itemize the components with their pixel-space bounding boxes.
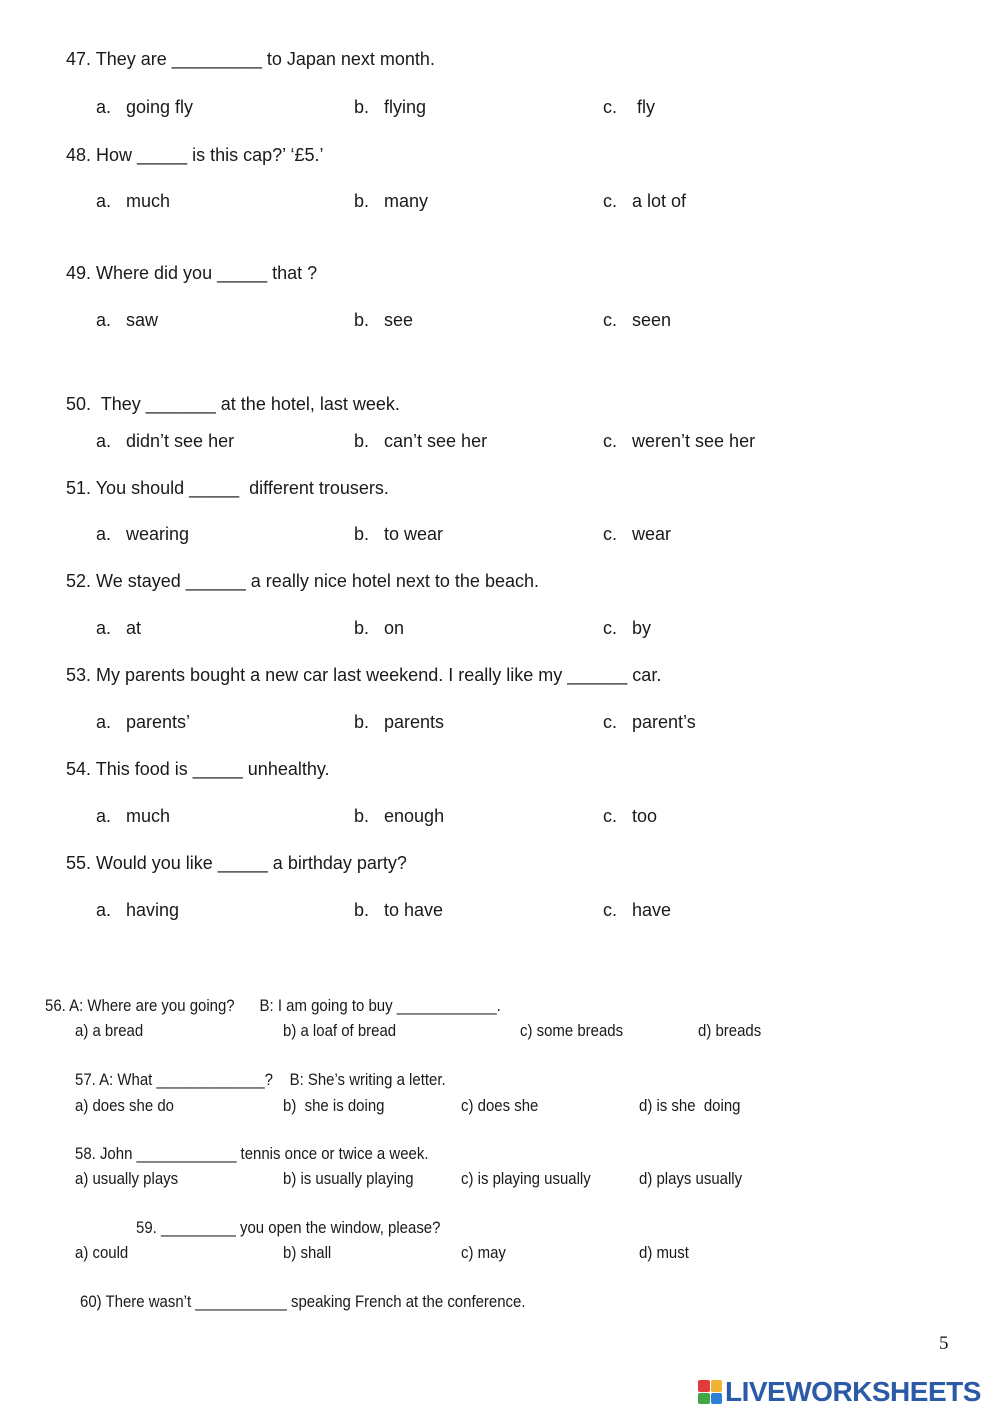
question-prompt: 57. A: What _____________? B: She’s writing a letter. (75, 1070, 446, 1089)
option-c: c) does she (461, 1096, 539, 1115)
option-a: a) a bread (75, 1021, 144, 1040)
logo-text: LIVEWORKSHEETS (725, 1376, 981, 1407)
option-c: c. seen (603, 310, 672, 330)
logo-square-green (698, 1393, 710, 1405)
option-c: c. wear (603, 524, 672, 544)
option-b: b. see (354, 310, 414, 330)
option-b: b) she is doing (283, 1096, 385, 1115)
logo-square-blue (711, 1393, 723, 1405)
option-a: a. saw (96, 310, 159, 330)
option-a: a. parents’ (96, 712, 191, 732)
option-a: a) could (75, 1243, 129, 1262)
option-b: b. enough (354, 806, 445, 826)
question-prompt: 49. Where did you _____ that ? (66, 263, 318, 283)
option-c: c) is playing usually (461, 1169, 591, 1188)
question-prompt: 59. _________ you open the window, please? (136, 1218, 441, 1237)
liveworksheets-logo (698, 1378, 981, 1406)
option-c: c. a lot of (603, 191, 687, 211)
option-b: b. to have (354, 900, 444, 920)
logo-grid-icon (698, 1380, 722, 1404)
option-c: c. have (603, 900, 672, 920)
option-a: a. didn’t see her (96, 431, 235, 451)
question-prompt: 48. How _____ is this cap?’ ‘£5.’ (66, 145, 324, 165)
option-c: c) some breads (520, 1021, 624, 1040)
question-prompt: 47. They are _________ to Japan next month. (66, 49, 435, 69)
option-a: a. going fly (96, 97, 194, 117)
question-prompt: 50. They _______ at the hotel, last week. (66, 394, 400, 414)
option-c: c. parent’s (603, 712, 696, 732)
page-number: 5 (939, 1333, 949, 1354)
option-b: b) a loaf of bread (283, 1021, 397, 1040)
option-a: a) does she do (75, 1096, 174, 1115)
option-b: b. parents (354, 712, 445, 732)
option-c: c. by (603, 618, 652, 638)
question-prompt: 54. This food is _____ unhealthy. (66, 759, 330, 779)
option-c: c. fly (603, 97, 656, 117)
option-b: b. to wear (354, 524, 444, 544)
question-prompt: 51. You should _____ different trousers. (66, 478, 389, 498)
logo-square-yellow (711, 1380, 723, 1392)
option-b: b. flying (354, 97, 427, 117)
question-prompt: 52. We stayed ______ a really nice hotel next to the beach. (66, 571, 539, 591)
option-b: b. on (354, 618, 405, 638)
option-a: a. at (96, 618, 142, 638)
option-a: a. much (96, 191, 171, 211)
question-prompt: 58. John ____________ tennis once or twice a week. (75, 1144, 429, 1163)
question-prompt: 56. A: Where are you going? B: I am going to buy ____________. (45, 996, 501, 1015)
option-b: b. many (354, 191, 429, 211)
option-c: c) may (461, 1243, 506, 1262)
option-c: c. weren’t see her (603, 431, 756, 451)
option-d: d) plays usually (639, 1169, 743, 1188)
option-c: c. too (603, 806, 658, 826)
question-prompt: 60) There wasn’t ___________ speaking French at the conference. (80, 1292, 526, 1311)
option-b: b. can’t see her (354, 431, 488, 451)
option-b: b) is usually playing (283, 1169, 414, 1188)
question-prompt: 53. My parents bought a new car last weekend. I really like my ______ car. (66, 665, 662, 685)
option-d: d) breads (698, 1021, 762, 1040)
question-prompt: 55. Would you like _____ a birthday party? (66, 853, 407, 873)
option-a: a) usually plays (75, 1169, 179, 1188)
option-b: b) shall (283, 1243, 332, 1262)
logo-square-red (698, 1380, 710, 1392)
option-d: d) is she doing (639, 1096, 741, 1115)
option-a: a. wearing (96, 524, 190, 544)
option-a: a. having (96, 900, 180, 920)
option-d: d) must (639, 1243, 689, 1262)
option-a: a. much (96, 806, 171, 826)
